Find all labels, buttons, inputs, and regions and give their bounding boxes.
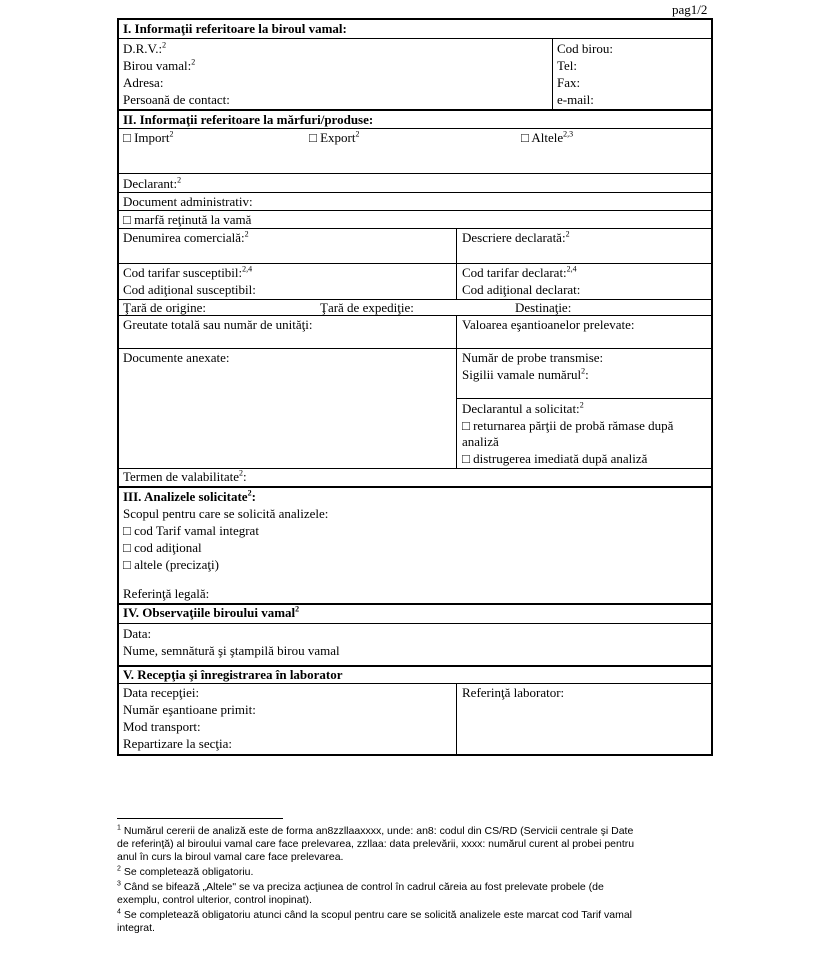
data-receptiei-field[interactable]: Data recepţiei: bbox=[123, 685, 200, 700]
footnote-1: $^1$ Numărul cererii de analiză este de forma an8zzllaaxxxx, unde: an8: codul din CS/RD (Servicii centrale şi Date bbox=[117, 824, 634, 837]
returnarea-checkbox[interactable]: □ returnarea părţii de probă rămase după bbox=[462, 418, 674, 433]
drv-field[interactable]: D.R.V.:$^2$ bbox=[123, 40, 167, 56]
altele-precizati-checkbox[interactable]: □ altele (precizaţi) bbox=[123, 557, 219, 572]
divider bbox=[552, 38, 553, 109]
divider bbox=[456, 398, 711, 399]
fax-field[interactable]: Fax: bbox=[557, 75, 581, 90]
tara-expeditie-field[interactable]: Ţară de expediţie: bbox=[320, 300, 414, 315]
altele-checkbox[interactable]: □ Altele$^{2,3}$ bbox=[521, 129, 574, 145]
footnote-4: $^4$ Se completează obligatoriu atunci când la scopul pentru care se solicită analizele este marcat cod Tarif vamal bbox=[117, 908, 632, 921]
divider bbox=[119, 623, 711, 624]
cod-tarif-vamal-checkbox[interactable]: □ cod Tarif vamal integrat bbox=[123, 523, 259, 538]
divider bbox=[456, 228, 457, 300]
section-3-title: III. Analizele solicitate$^2$: bbox=[123, 488, 256, 504]
page-number: pag1/2 bbox=[672, 2, 708, 17]
semnatura-field[interactable]: Nume, semnătură şi ştampilă birou vamal bbox=[123, 643, 340, 658]
referinta-legala-field[interactable]: Referinţă legală: bbox=[123, 586, 210, 601]
termen-valabilitate-field[interactable]: Termen de valabilitate$^2$: bbox=[123, 468, 247, 484]
documente-anexate-field[interactable]: Documente anexate: bbox=[123, 350, 230, 365]
divider bbox=[119, 299, 711, 300]
cod-tarifar-susceptibil-field[interactable]: Cod tarifar susceptibil:$^{2,4}$ bbox=[123, 264, 253, 280]
footnote-2: $^2$ Se completează obligatoriu. bbox=[117, 865, 254, 878]
tel-field[interactable]: Tel: bbox=[557, 58, 578, 73]
birou-vamal-field[interactable]: Birou vamal:$^2$ bbox=[123, 57, 196, 73]
denumire-comerciala-field[interactable]: Denumirea comercială:$^2$ bbox=[123, 229, 249, 245]
footnote-3: $^3$ Când se bifează „Altele" se va preciza acţiunea de control în cadrul căreia au fost prelevate probele (de bbox=[117, 880, 604, 893]
mod-transport-field[interactable]: Mod transport: bbox=[123, 719, 201, 734]
cod-aditional-checkbox[interactable]: □ cod adiţional bbox=[123, 540, 202, 555]
persoana-contact-field[interactable]: Persoană de contact: bbox=[123, 92, 230, 107]
declarantul-solicitat-label: Declarantul a solicitat:$^2$ bbox=[462, 400, 584, 416]
section-2-title: II. Informaţii referitoare la mărfuri/produse: bbox=[123, 112, 374, 127]
cod-tarifar-declarat-field[interactable]: Cod tarifar declarat:$^{2,4}$ bbox=[462, 264, 577, 280]
cod-aditional-susceptibil-field[interactable]: Cod adiţional susceptibil: bbox=[123, 282, 256, 297]
divider bbox=[119, 210, 711, 211]
section-4-title: IV. Observaţiile biroului vamal$^2$ bbox=[123, 604, 300, 620]
footnote-3-cont: exemplu, control ulterior, control inopinat). bbox=[117, 894, 312, 906]
footnote-rule bbox=[117, 818, 283, 819]
export-checkbox[interactable]: □ Export$^2$ bbox=[309, 129, 360, 145]
divider bbox=[119, 263, 711, 264]
scopul-label: Scopul pentru care se solicită analizele: bbox=[123, 506, 329, 521]
valoarea-esantioanelor-field[interactable]: Valoarea eşantioanelor prelevate: bbox=[462, 317, 635, 332]
numar-esantioane-field[interactable]: Număr eşantioane primit: bbox=[123, 702, 256, 717]
cod-birou-field[interactable]: Cod birou: bbox=[557, 41, 613, 56]
import-checkbox[interactable]: □ Import$^2$ bbox=[123, 129, 174, 145]
document-administrativ-field[interactable]: Document administrativ: bbox=[123, 194, 253, 209]
tara-origine-field[interactable]: Ţară de origine: bbox=[123, 300, 207, 315]
divider bbox=[456, 683, 457, 756]
divider bbox=[119, 683, 711, 684]
returnarea-checkbox-cont: analiză bbox=[462, 434, 499, 449]
cod-aditional-declarat-field[interactable]: Cod adiţional declarat: bbox=[462, 282, 581, 297]
divider bbox=[119, 348, 711, 349]
data-field[interactable]: Data: bbox=[123, 626, 152, 641]
email-field[interactable]: e-mail: bbox=[557, 92, 594, 107]
divider bbox=[119, 173, 711, 174]
distrugerea-checkbox[interactable]: □ distrugerea imediată după analiză bbox=[462, 451, 648, 466]
divider bbox=[456, 315, 457, 468]
divider bbox=[119, 228, 711, 229]
footnote-1-cont: anul în curs la biroul vamal care face prelevarea. bbox=[117, 851, 344, 863]
greutate-field[interactable]: Greutate totală sau număr de unităţi: bbox=[123, 317, 313, 332]
analysis-request-form bbox=[117, 18, 713, 756]
numar-probe-field[interactable]: Număr de probe transmise: bbox=[462, 350, 604, 365]
section-5-title: V. Recepţia şi înregistrarea în laborator bbox=[123, 667, 343, 682]
declarant-field[interactable]: Declarant:$^2$ bbox=[123, 175, 182, 191]
descriere-declarata-field[interactable]: Descriere declarată:$^2$ bbox=[462, 229, 570, 245]
footnote-4-cont: integrat. bbox=[117, 922, 155, 934]
marfa-retinuta-checkbox[interactable]: □ marfă reţinută la vamă bbox=[123, 212, 252, 227]
footnote-1-cont: de referinţă) al biroului vamal care face prelevarea, zzllaa: data prelevării, xxxx: numărul curent al probei pentru bbox=[117, 838, 635, 850]
divider bbox=[119, 192, 711, 193]
divider bbox=[119, 128, 711, 129]
divider bbox=[119, 315, 711, 316]
destinatie-field[interactable]: Destinaţie: bbox=[515, 300, 572, 315]
referinta-laborator-field[interactable]: Referinţă laborator: bbox=[462, 685, 565, 700]
sigilii-field[interactable]: Sigilii vamale numărul$^2$: bbox=[462, 366, 589, 382]
adresa-field[interactable]: Adresa: bbox=[123, 75, 164, 90]
repartizare-field[interactable]: Repartizare la secţia: bbox=[123, 736, 232, 751]
section-1-title: I. Informaţii referitoare la biroul vamal: bbox=[123, 21, 347, 36]
divider bbox=[119, 38, 711, 39]
divider bbox=[119, 486, 711, 488]
divider bbox=[119, 109, 711, 111]
